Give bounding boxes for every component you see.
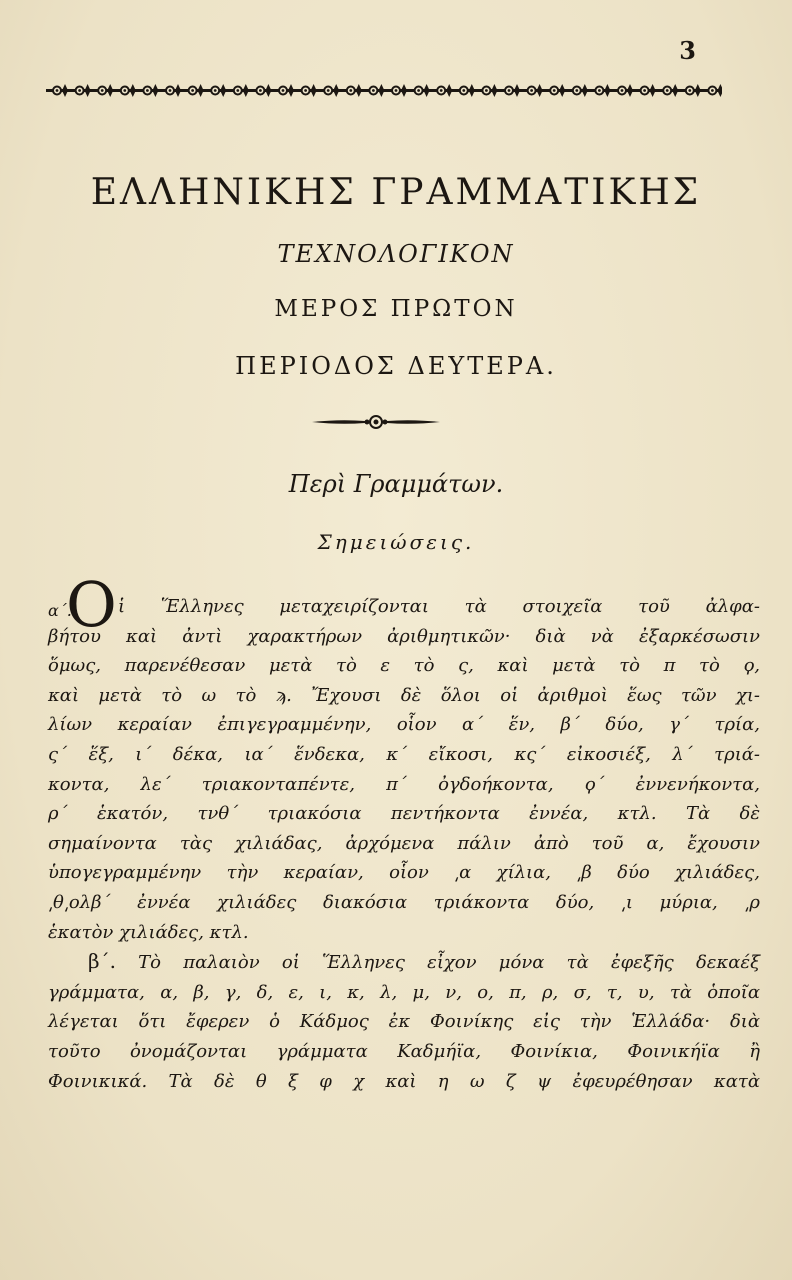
paragraph-2-first-line <box>48 947 760 978</box>
text-line: βήτου καὶ ἀντὶ χαρακτήρων ἀριθμητικῶν· διὰ νὰ ἐξαρκέσωσιν <box>48 625 760 647</box>
text-line: ς΄ ἕξ, ι΄ δέκα, ια΄ ἕνδεκα, κ΄ εἴκοσι, κς΄ εἰκοσιέξ, λ΄ τριά- <box>48 743 760 765</box>
text-line: ὑπογεγραμμένην τὴν κεραίαν, οἷον ͵α χίλια, ͵β δύο χιλιάδες, <box>48 862 760 884</box>
text-line: Τὸ παλαιὸν οἱ Ἕλληνες εἶχον μόνα τὰ ἐφεξῆς δεκαέξ <box>138 952 760 974</box>
notes-heading: Σημειώσεις. <box>317 530 475 554</box>
text-line: ρ΄ ἑκατόν, τνθ΄ τριακόσια πεντήκοντα ἐννέα, κτλ. Τὰ δὲ <box>48 803 760 825</box>
period-title: ΠΕΡΙΟΔΟΣ ΔΕΥΤΕΡΑ. <box>235 352 557 380</box>
paragraph-marker: α΄. <box>48 601 72 620</box>
text-line: ἱ Ἕλληνες μεταχειρίζονται τὰ στοιχεῖα τοῦ ἀλφα- <box>118 596 760 617</box>
section-heading: Περὶ Γραμμάτων. <box>288 470 504 498</box>
divider-ornament <box>310 410 442 434</box>
part-title: ΜΕΡΟΣ ΠΡΩΤΟΝ <box>274 296 518 322</box>
text-line: τοῦτο ὀνομάζονται γράμματα Καδμήϊα, Φοινίκια, Φοινικήϊα ἢ <box>48 1040 760 1062</box>
text-line: σημαίνοντα τὰς χιλιάδας, ἀρχόμενα πάλιν ἀπὸ τοῦ α, ἔχουσιν <box>48 832 760 854</box>
text-line: γράμματα, α, β, γ, δ, ε, ι, κ, λ, μ, ν, ο, π, ρ, σ, τ, υ, τὰ ὁποῖα <box>48 981 760 1003</box>
text-line: καὶ μετὰ τὸ ω τὸ ϡ. Ἔχουσι δὲ ὅλοι οἱ ἀριθμοὶ ἕως τῶν χι- <box>48 684 760 706</box>
ornamental-border <box>46 80 722 102</box>
text-line: λέγεται ὅτι ἔφερεν ὁ Κάδμος ἐκ Φοινίκης εἰς τὴν Ἑλλάδα· διὰ <box>48 1011 760 1033</box>
text-line: Φοινικικά. Τὰ δὲ θ ξ φ χ καὶ η ω ζ ψ ἐφευρέθησαν κατὰ <box>48 1070 760 1092</box>
subtitle: ΤΕΧΝΟΛΟΓΙΚΟΝ <box>277 240 515 268</box>
text-line: κοντα, λε΄ τριακονταπέντε, π΄ ὀγδοήκοντα, ϙ΄ ἐννενήκοντα, <box>48 773 760 795</box>
text-line: ὅμως, παρενέθεσαν μετὰ τὸ ε τὸ ς, καὶ μετὰ τὸ π τὸ ϙ, <box>48 655 760 677</box>
body-text <box>48 568 760 1096</box>
main-title: ΕΛΛΗΝΙΚΗΣ ΓΡΑΜΜΑΤΙΚΗΣ <box>90 172 702 213</box>
text-line: ἑκατὸν χιλιάδες, κτλ. <box>48 921 249 943</box>
text-line: λίων κεραίαν ἐπιγεγραμμένην, οἷον α΄ ἕν, β΄ δύο, γ΄ τρία, <box>48 714 760 736</box>
paragraph-marker: β΄. <box>88 949 116 974</box>
page-number: 3 <box>679 36 696 65</box>
text-line: ͵θ͵ολβ΄ ἐννέα χιλιάδες διακόσια τριάκοντα δύο, ͵ι μύρια, ͵ρ <box>48 891 760 913</box>
drop-cap: Ο <box>66 568 117 641</box>
